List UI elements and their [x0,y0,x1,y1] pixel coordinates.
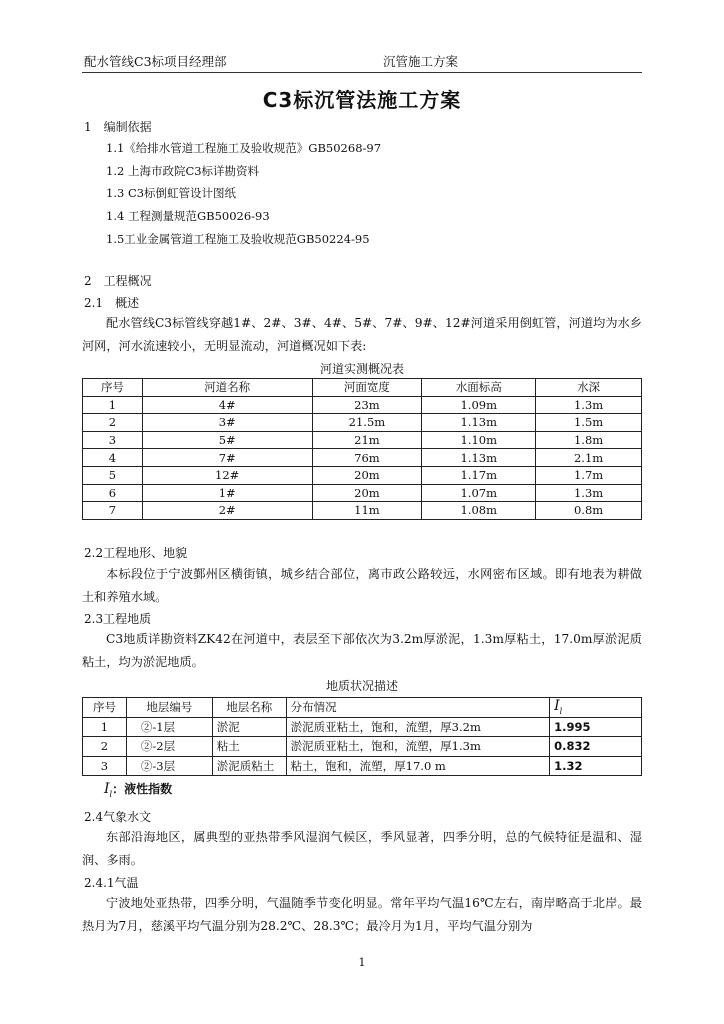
header-rule [82,72,642,73]
header-right: 沉管施工方案 [383,54,459,69]
header-left: 配水管线C3标项目经理部 [84,54,227,69]
cell: 淤泥质亚粘土，饱和，流塑，厚3.2m [286,717,549,737]
ref-item: 1.5工业金属管道工程施工及验收规范GB50224-95 [106,232,370,246]
table-row [83,717,642,737]
cell: ②-1层 [126,717,212,737]
section-2-3-heading: 2.3工程地质 [84,612,152,626]
table-2-caption: 地质状况描述 [325,679,398,693]
table-row [83,431,642,449]
cell: 1.3m [536,484,642,502]
table-row [83,414,642,432]
cell: 1.09m [422,396,536,414]
cell: 1.3m [536,396,642,414]
cell: 1.07m [422,484,536,502]
cell: 1.7m [536,466,642,484]
cell: 2# [142,502,312,520]
section-2-4-paragraph: 东部沿海地区，属典型的亚热带季风湿润气候区，季风显著，四季分明，总的气候特征是温和、湿润、多雨。 [82,830,642,867]
cell: 1 [83,396,143,414]
cell: 粘土，饱和，流塑，厚17.0 m [286,756,549,776]
cell: 11m [312,502,422,520]
cell: ②-2层 [126,737,212,757]
cell: 淤泥质亚粘土，饱和，流塑，厚1.3m [286,737,549,757]
section-2-1-heading: 2.1 概述 [84,296,140,310]
cell: 21m [312,431,422,449]
cell: 1 [83,717,127,737]
geology-table [82,697,642,776]
cell: 76m [312,449,422,467]
cell: 20m [312,466,422,484]
table-row [83,484,642,502]
cell: 23m [312,396,422,414]
cell: 0.832 [550,737,642,757]
col-header-il: $I_l$ [550,698,642,718]
cell: 5 [83,466,143,484]
cell: 2 [83,414,143,432]
section-2-3-paragraph: C3地质详勘资料ZK42在河道中，表层至下部依次为3.2m厚淤泥，1.3m厚粘土，17.0m厚淤泥质粘土，均为淤泥地质。 [82,632,642,669]
col-header: 序号 [83,698,127,718]
cell: 7# [142,449,312,467]
section-2-2-heading: 2.2工程地形、地貌 [84,546,188,560]
cell: 3 [83,431,143,449]
table-row [83,466,642,484]
cell: 3 [83,756,127,776]
section-2-4-1-paragraph: 宁波地处亚热带，四季分明，气温随季节变化明显。常年平均气温16℃左右，南岸略高于北岸。最热月为7月，慈溪平均气温分别为28.2℃、28.3℃；最冷月为1月，平均气温分别为 [82,896,642,933]
section-2-4-heading: 2.4气象水文 [84,810,152,824]
cell: 7 [83,502,143,520]
table-row [83,449,642,467]
section-2-4-1-heading: 2.4.1气温 [84,876,139,890]
il-note: $I_l$：液性指数 [104,781,173,799]
cell: 4 [83,449,143,467]
cell: 1.32 [550,756,642,776]
cell: 淤泥 [212,717,286,737]
ref-item: 1.2 上海市政院C3标详勘资料 [106,164,260,178]
col-header: 水深 [536,379,642,397]
section-2-2-paragraph: 本标段位于宁波鄞州区横街镇，城乡结合部位，离市政公路较远，水网密布区域。即有地表为耕做土和养殖水域。 [82,567,642,604]
table-1-caption: 河道实测概况表 [319,362,404,376]
cell: 6 [83,484,143,502]
ref-item: 1.1《给排水管道工程施工及验收规范》GB50268-97 [106,141,382,155]
table-header-row [83,698,642,718]
river-table [82,378,642,520]
cell: 12# [142,466,312,484]
cell: 1# [142,484,312,502]
cell: 1.08m [422,502,536,520]
cell: 1.10m [422,431,536,449]
cell: 2 [83,737,127,757]
col-header: 河道名称 [142,379,312,397]
col-header: 地层编号 [126,698,212,718]
table-row [83,737,642,757]
cell: 淤泥质粘土 [212,756,286,776]
cell: 1.13m [422,449,536,467]
cell: 0.8m [536,502,642,520]
cell: 1.8m [536,431,642,449]
col-header: 序号 [83,379,143,397]
table-row [83,396,642,414]
ref-item: 1.4 工程测量规范GB50026-93 [106,209,270,223]
table-row [83,756,642,776]
cell: 1.995 [550,717,642,737]
cell: ②-3层 [126,756,212,776]
page-number: 1 [358,956,366,969]
section-2-heading: 2 工程概况 [84,274,152,288]
table-header-row [83,379,642,397]
section-1-heading: 1 编制依据 [84,120,152,134]
cell: 4# [142,396,312,414]
section-2-1-paragraph: 配水管线C3标管线穿越1#、2#、3#、4#、5#、7#、9#、12#河道采用倒虹管，河道均为水乡河网，河水流速较小，无明显流动，河道概况如下表: [82,316,642,353]
page-title: C3标沉管法施工方案 [262,88,462,112]
table-row [83,502,642,520]
cell: 5# [142,431,312,449]
cell: 粘土 [212,737,286,757]
cell: 20m [312,484,422,502]
cell: 2.1m [536,449,642,467]
col-header: 水面标高 [422,379,536,397]
cell: 21.5m [312,414,422,432]
ref-item: 1.3 C3标倒虹管设计图纸 [106,186,237,200]
cell: 1.13m [422,414,536,432]
cell: 3# [142,414,312,432]
col-header: 河面宽度 [312,379,422,397]
cell: 1.17m [422,466,536,484]
col-header: 分布情况 [286,698,549,718]
cell: 1.5m [536,414,642,432]
col-header: 地层名称 [212,698,286,718]
